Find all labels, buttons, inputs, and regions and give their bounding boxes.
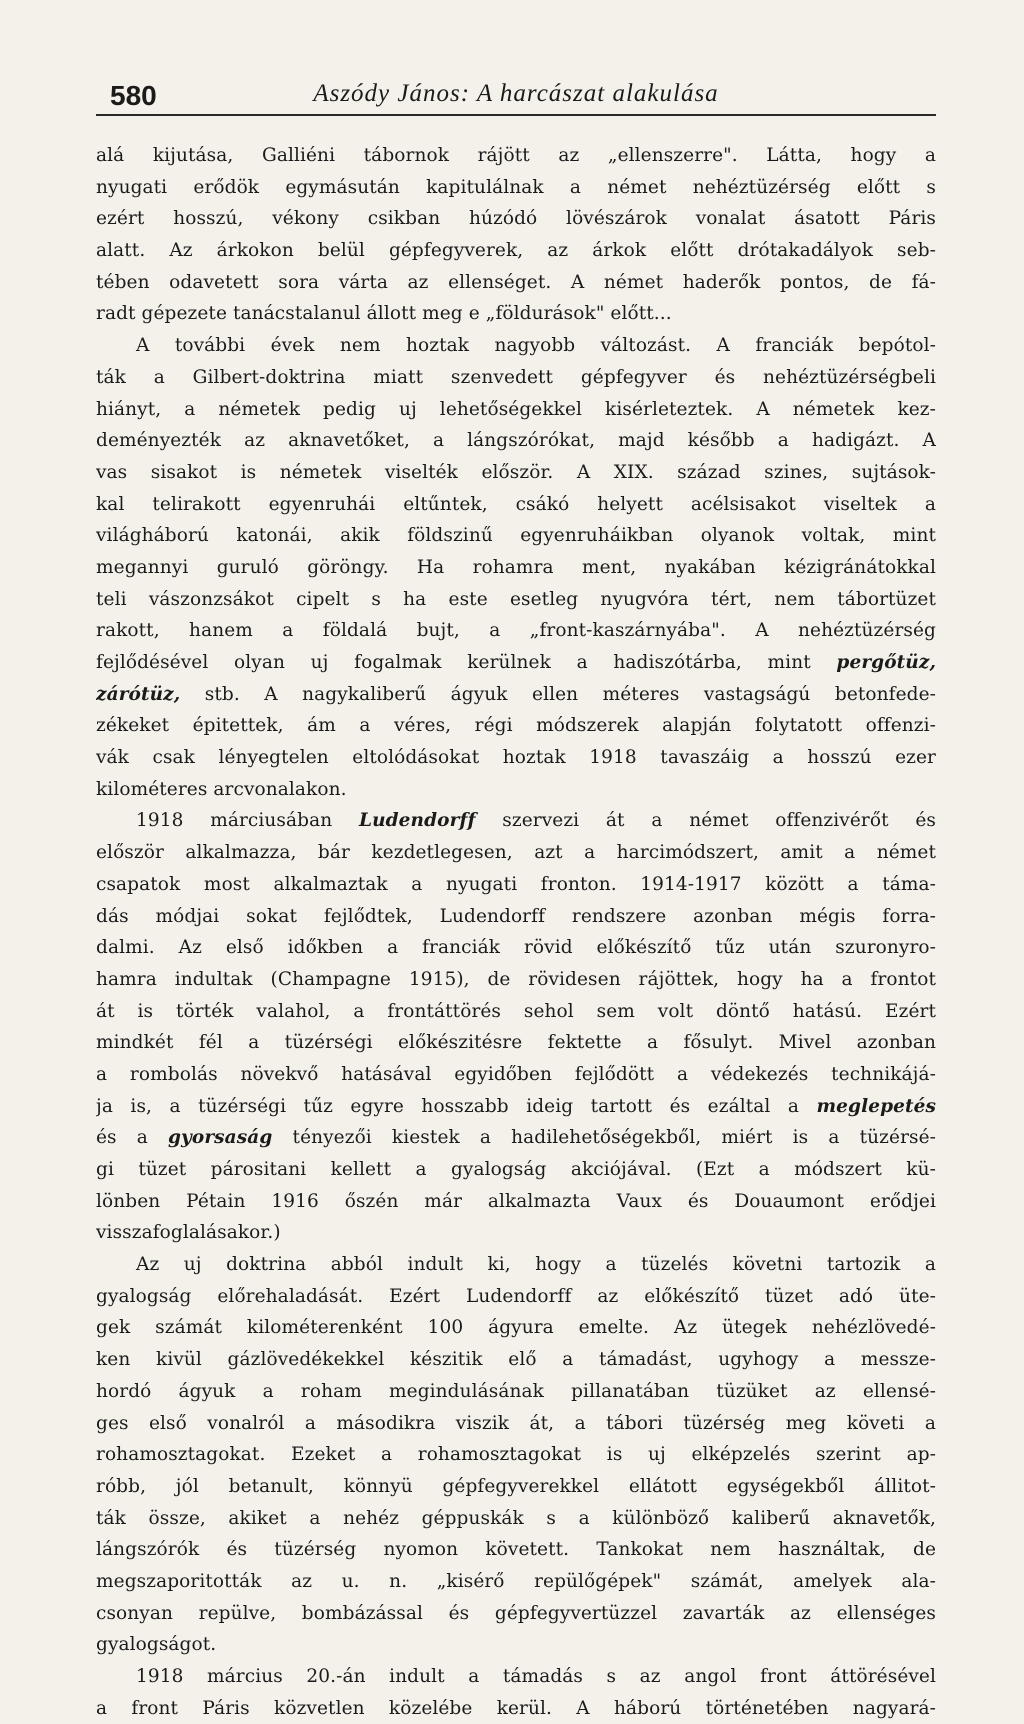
line-text: dás módjai sokat fejlődtek, Ludendorff rendszere azonban mégis forra- xyxy=(96,905,936,927)
text-line xyxy=(96,1027,936,1059)
line-text: 1918 márciusában xyxy=(136,810,359,832)
emphasis-text: meglepetés xyxy=(816,1095,936,1117)
text-line xyxy=(96,584,936,616)
text-line xyxy=(96,647,936,679)
text-line xyxy=(96,869,936,901)
text-line xyxy=(96,1091,936,1123)
line-text: dalmi. Az első időkben a franciák rövid előkészítő tűz után szuronyro- xyxy=(96,937,936,959)
text-line xyxy=(96,1122,936,1154)
text-line xyxy=(96,1661,936,1693)
line-text: gi tüzet párositani kellett a gyalogság akciójával. (Ezt a módszert kü- xyxy=(96,1159,936,1180)
line-text: először alkalmazza, bár kezdetlegesen, azt a harcimódszert, amit a német xyxy=(96,842,936,864)
line-text: radt gépezete tanácstalanul állott meg e „földurások" előtt... xyxy=(96,303,672,325)
text-line xyxy=(96,362,936,394)
emphasis-text: gyorsaság xyxy=(168,1127,273,1149)
line-text: gyalogság előrehaladását. Ezért Ludendorff az előkészítő tüzet adó üte- xyxy=(96,1285,936,1307)
line-text: megannyi guruló göröngy. Ha rohamra ment, nyakában kézigránátokkal xyxy=(96,556,936,578)
text-line xyxy=(96,1534,936,1566)
text-line xyxy=(96,457,936,489)
line-text: tében odavetett sora várta az ellenséget. A német haderők pontos, de fá- xyxy=(96,271,936,293)
text-line xyxy=(96,1154,936,1186)
text-line xyxy=(96,932,936,964)
line-text: kilométeres arcvonalakon. xyxy=(96,778,347,800)
text-line xyxy=(96,837,936,869)
book-page xyxy=(96,76,936,1724)
line-text: csonyan repülve, bombázással és gépfegyvertüzzel zavarták az ellenséges xyxy=(96,1602,936,1624)
text-line xyxy=(96,1439,936,1471)
line-text: hiányt, a németek pedig uj lehetőségekkel kisérleteztek. A németek kez- xyxy=(96,398,936,420)
emphasis-text: zárótüz, xyxy=(96,683,181,705)
text-line xyxy=(96,1217,936,1249)
text-line xyxy=(96,1693,936,1724)
text-line xyxy=(96,1312,936,1344)
line-text: róbb, jól betanult, könnyü gépfegyverekkel ellátott egységekből állitot- xyxy=(96,1475,936,1497)
paragraph xyxy=(96,140,936,330)
line-text: alá kijutása, Galliéni tábornok rájött az „ellenszerre". Látta, hogy a xyxy=(96,145,936,166)
text-line xyxy=(96,1598,936,1630)
line-text: szervezi át a német offenzivérőt és xyxy=(475,810,936,832)
text-line xyxy=(96,1503,936,1535)
text-line xyxy=(96,742,936,774)
line-text: vas sisakot is németek viselték először. A XIX. század szines, sujtások- xyxy=(96,461,936,483)
text-line xyxy=(96,1344,936,1376)
emphasis-text: pergőtüz, xyxy=(836,652,936,673)
text-line xyxy=(96,172,936,204)
page-header xyxy=(96,76,936,116)
line-text: gek számát kilométerenként 100 ágyura emelte. Az ütegek nehézlövedé- xyxy=(96,1317,936,1339)
line-text: csapatok most alkalmaztak a nyugati fronton. 1914-1917 között a táma- xyxy=(96,873,936,895)
text-line xyxy=(96,235,936,267)
text-line xyxy=(96,964,936,996)
line-text: 1918 március 20.-án indult a támadás s az angol front áttörésével xyxy=(136,1666,936,1687)
line-text: világháború katonái, akik földszinű egyenruháikban olyanok voltak, mint xyxy=(96,525,936,547)
line-text: ken kivül gázlövedékekkel készitik elő a támadást, ugyhogy a messze- xyxy=(96,1349,936,1371)
line-text: gyalogságot. xyxy=(96,1634,217,1656)
line-text: lángszórók és tüzérség nyomon követett. Tankokat nem használtak, de xyxy=(96,1539,936,1561)
line-text: megszaporitották az u. n. „kisérő repülőgépek" számát, amelyek ala- xyxy=(96,1570,936,1592)
text-line xyxy=(96,1249,936,1281)
line-text: lönben Pétain 1916 őszén már alkalmazta Vaux és Douaumont erődjei xyxy=(96,1190,936,1212)
line-text: kal telirakott egyenruhái eltűntek, csákó helyett acélsisakot viseltek a xyxy=(96,493,936,515)
line-text: mindkét fél a tüzérségi előkészitésre fektette a fősulyt. Mivel azonban xyxy=(96,1032,936,1054)
body-text xyxy=(96,140,936,1724)
line-text: stb. A nagykaliberű ágyuk ellen méteres vastagságú betonfede- xyxy=(180,683,936,705)
line-text: Az uj doktrina abból indult ki, hogy a tüzelés követni tartozik a xyxy=(136,1254,936,1276)
text-line xyxy=(96,996,936,1028)
text-line xyxy=(96,394,936,426)
line-text: nyugati erődök egymásután kapitulálnak a német nehéztüzérség előtt s xyxy=(96,176,936,198)
text-line xyxy=(96,1376,936,1408)
text-line xyxy=(96,330,936,362)
line-text: teli vászonzsákot cipelt s ha este esetleg nyugvóra tért, nem tábortüzet xyxy=(96,588,936,610)
line-text: és a xyxy=(96,1127,168,1149)
line-text: ges első vonalról a másodikra viszik át, a tábori tüzérség meg követi a xyxy=(96,1412,936,1434)
text-line xyxy=(96,679,936,711)
paragraph xyxy=(96,805,936,1249)
emphasis-text: Ludendorff xyxy=(358,810,476,832)
line-text: a rombolás növekvő hatásával egyidőben fejlődött a védekezés technikájá- xyxy=(96,1063,936,1085)
text-line xyxy=(96,298,936,330)
line-text: ták össze, akiket a nehéz géppuskák s a különböző kaliberű aknavetők, xyxy=(96,1507,936,1529)
text-line xyxy=(96,1629,936,1661)
line-text: vák csak lényegtelen eltolódásokat hoztak 1918 tavaszáig a hosszú ezer xyxy=(96,747,936,769)
line-text: fejlődésével olyan uj fogalmak kerülnek a hadiszótárba, mint xyxy=(96,652,837,673)
line-text: rohamosztagokat. Ezeket a rohamosztagokat is uj elképzelés szerint ap- xyxy=(96,1444,936,1466)
line-text: a front Páris közvetlen közelébe kerül. A háború történetében nagyará- xyxy=(96,1697,936,1719)
line-text: A további évek nem hoztak nagyobb változást. A franciák bepótol- xyxy=(136,335,936,357)
text-line xyxy=(96,552,936,584)
text-line xyxy=(96,489,936,521)
text-line xyxy=(96,710,936,742)
paragraph xyxy=(96,1249,936,1661)
text-line xyxy=(96,805,936,837)
text-line xyxy=(96,774,936,806)
text-line xyxy=(96,425,936,457)
text-line xyxy=(96,1471,936,1503)
line-text: hordó ágyuk a roham megindulásának pillanatában tüzüket az ellensé- xyxy=(96,1380,936,1402)
text-line xyxy=(96,1281,936,1313)
line-text: visszafoglalásakor.) xyxy=(96,1222,281,1244)
running-head: Aszódy János: A harcászat alakulása xyxy=(313,80,719,107)
text-line xyxy=(96,1059,936,1091)
text-line xyxy=(96,1408,936,1440)
line-text: rakott, hanem a földalá bujt, a „front-kaszárnyába". A nehéztüzérség xyxy=(96,620,936,642)
page-number: 580 xyxy=(110,80,157,111)
text-line xyxy=(96,267,936,299)
text-line xyxy=(96,615,936,647)
line-text: ezért hosszú, vékony csikban húzódó lövészárok vonalat ásatott Páris xyxy=(96,208,936,230)
line-text: zékeket épitettek, ám a véres, régi módszerek alapján folytatott offenzi- xyxy=(96,715,936,737)
line-text: alatt. Az árkokon belül gépfegyverek, az árkok előtt drótakadályok seb- xyxy=(96,240,936,262)
text-line xyxy=(96,203,936,235)
line-text: deményezték az aknavetőket, a lángszórókat, majd később a hadigázt. A xyxy=(96,430,936,452)
line-text: tényezői kiestek a hadilehetőségekből, miért is a tüzérsé- xyxy=(272,1127,936,1149)
text-line xyxy=(96,1566,936,1598)
line-text: át is törték valahol, a frontáttörés sehol sem volt döntő hatású. Ezért xyxy=(96,1000,936,1022)
text-line xyxy=(96,520,936,552)
paragraph xyxy=(96,1661,936,1724)
line-text: hamra indultak (Champagne 1915), de rövidesen rájöttek, hogy ha a frontot xyxy=(96,968,936,990)
paragraph xyxy=(96,330,936,805)
line-text: ták a Gilbert-doktrina miatt szenvedett gépfegyver és nehéztüzérségbeli xyxy=(96,366,936,388)
text-line xyxy=(96,140,936,172)
text-line xyxy=(96,901,936,933)
text-line xyxy=(96,1186,936,1218)
line-text: ja is, a tüzérségi tűz egyre hosszabb ideig tartott és ezáltal a xyxy=(96,1095,817,1117)
